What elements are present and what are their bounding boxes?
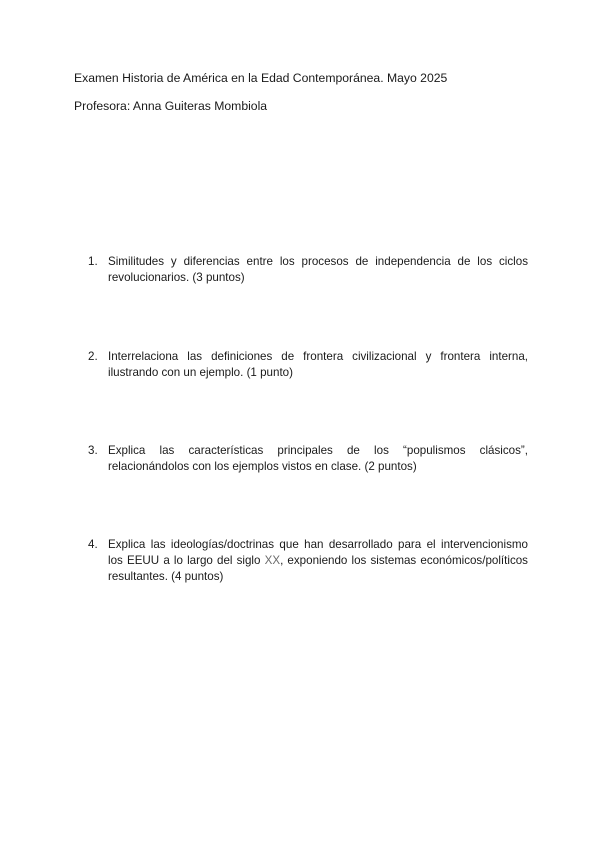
question-item [88, 537, 528, 585]
question-item [88, 443, 528, 475]
question-number: 1. [88, 255, 98, 268]
question-number: 4. [88, 538, 98, 551]
professor-name: Profesora: Anna Guiteras Mombiola [74, 99, 268, 113]
question-item [88, 349, 528, 381]
exam-title: Examen Historia de América en la Edad Contemporánea. Mayo 2025 [74, 71, 448, 85]
question-text: Similitudes y diferencias entre los procesos de independencia de los ciclos revolucionarios. (3 puntos) [108, 255, 528, 284]
question-number: 3. [88, 444, 98, 457]
question-number: 2. [88, 350, 98, 363]
question-text: Interrelaciona las definiciones de frontera civilizacional y frontera interna, ilustrando con un ejemplo. (1 punto) [108, 350, 528, 379]
question-text-part: Explica las ideologías/doctrinas que han desarrollado para el intervencionismo los EEUU a lo largo del siglo [108, 538, 528, 567]
question-text: Explica las características principales de los “populismos clásicos”, relacionándolos con los ejemplos vistos en clase. (2 puntos) [108, 444, 528, 473]
question-item [88, 254, 528, 286]
question-text [108, 537, 528, 585]
question-text-part: , exponiendo los sistemas económicos/políticos resultantes. (4 puntos) [108, 554, 528, 583]
century-highlight: XX [264, 554, 281, 567]
